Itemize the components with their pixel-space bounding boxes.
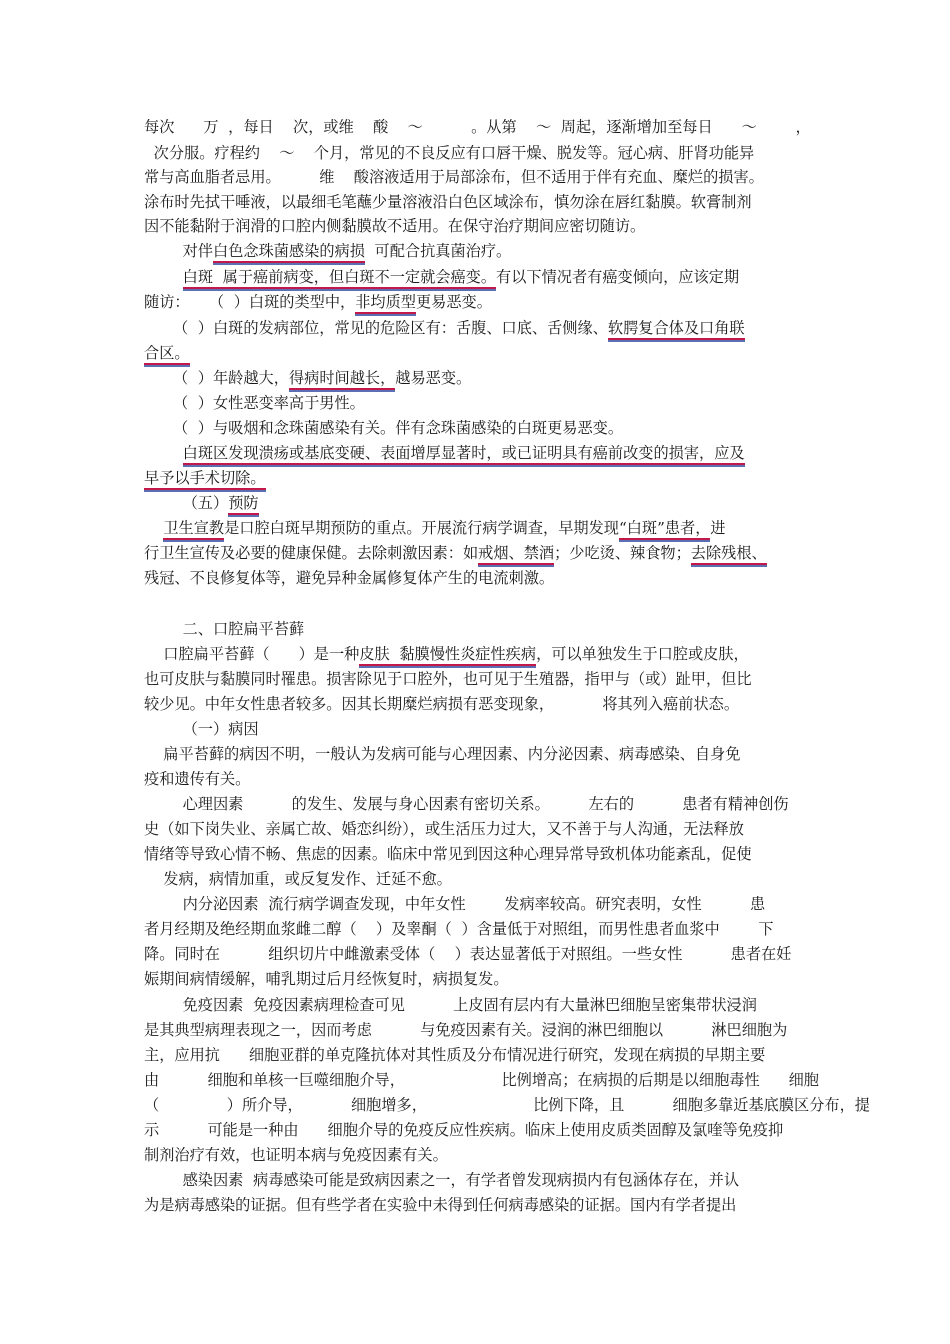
text-line — [144, 568, 554, 588]
line-text: 制剂治疗有效，也证明本病与免疫因素有关。 — [144, 1146, 448, 1164]
text-line — [144, 719, 259, 739]
text-line — [144, 241, 511, 261]
text-line — [144, 543, 767, 563]
line-text: 可配合抗真菌治疗。 — [364, 242, 512, 260]
text-line — [144, 368, 471, 388]
text-line — [144, 1070, 819, 1090]
line-text: 有以下情况者有癌变倾向，应该定期 — [496, 268, 740, 286]
text-line — [144, 644, 749, 664]
text-line — [144, 894, 765, 914]
line-text: 二、口腔扁平苔藓 — [144, 620, 305, 638]
line-text: 是其典型病理表现之一，因而考虑 与免疫因素有关。浸润的淋巴细胞以 淋巴细胞为 — [144, 1021, 788, 1039]
underlined-text: 非均质型 — [355, 293, 416, 314]
line-text: 娠期间病情缓解，哺乳期过后月经恢复时，病损复发。 — [144, 970, 509, 988]
underlined-text: 皮肤 黏膜慢性炎症性疾病 — [359, 645, 536, 666]
underlined-text: 白斑 属于癌前病变，但白斑不一定就会癌变。 — [183, 268, 496, 289]
text-line — [144, 1020, 787, 1040]
line-text — [144, 519, 163, 537]
line-text: ；少吃烫、辣食物； — [554, 544, 691, 562]
text-line — [144, 669, 752, 689]
text-line — [144, 844, 752, 864]
line-text: 扁平苔藓的病因不明，一般认为发病可能与心理因素、内分泌因素、病毒感染、自身免 — [144, 745, 741, 763]
line-text: 每次 万 ，每日 次，或维 酸 ～ 。从第 ～ 周起，逐渐增加至每日 ～ ， — [144, 118, 811, 136]
line-text: 主，应用抗 细胞亚群的单克隆抗体对其性质及分布情况进行研究，发现在病损的早期主要 — [144, 1046, 766, 1064]
underlined-text: 得病时间越长， — [289, 369, 395, 390]
line-text — [144, 444, 183, 462]
underlined-text: 白斑区发现溃疡或基底变硬、表面增厚显著时，或已证明具有癌前改变的损害，应及 — [183, 444, 745, 465]
underlined-text: 戒烟、禁酒 — [478, 544, 554, 565]
underlined-text: 白色念珠菌感染的病损 — [213, 242, 365, 263]
text-line — [144, 619, 304, 639]
text-line — [144, 318, 745, 338]
text-line — [144, 1095, 870, 1115]
line-text: 随访： （ ）白斑的类型中， — [144, 293, 356, 311]
text-line — [144, 1195, 736, 1215]
text-line — [144, 944, 791, 964]
text-line — [144, 744, 740, 764]
text-line — [144, 468, 266, 488]
line-text: 口腔扁平苔藓（ ）是一种 — [144, 645, 360, 663]
line-text: 由 细胞和单核一巨噬细胞介导， 比例增高；在病损的后期是以细胞毒性 细胞 — [144, 1071, 819, 1089]
text-line — [144, 418, 623, 438]
line-text: （ ）所介导， 细胞增多， 比例下降，且 细胞多靠近基底膜区分布，提 — [144, 1096, 870, 1114]
line-text: 涂布时先拭干唾液，以最细毛笔蘸少量溶液沿白色区域涂布，慎勿涂在唇红黏膜。软膏制剂 — [144, 193, 752, 211]
underlined-text: 预防 — [228, 494, 258, 515]
line-text: 情绪等导致心情不畅、焦虑的因素。临床中常见到因这种心理异常导致机体功能紊乱，促使 — [144, 845, 752, 863]
line-text: （一）病因 — [144, 720, 259, 738]
line-text: 示 可能是一种由 细胞介导的免疫反应性疾病。临床上使用皮质类固醇及氯喹等免疫抑 — [144, 1121, 784, 1139]
line-text: 较少见。中年女性患者较多。因其长期糜烂病损有恶变现象， 将其列入癌前状态。 — [144, 695, 740, 713]
text-line — [144, 794, 789, 814]
line-text: 因不能黏附于润滑的口腔内侧黏膜故不适用。在保守治疗期间应密切随访。 — [144, 217, 646, 235]
line-text: 者月经期及绝经期血浆雌二醇（ ）及睾酮（ ）含量低于对照组，而男性患者血浆中 下 — [144, 920, 774, 938]
line-text: 内分泌因素 流行病学调查发现，中年女性 发病率较高。研究表明，女性 患 — [144, 895, 766, 913]
line-text: 降。同时在 组织切片中雌激素受体（ ）表达显著低于对照组。一些女性 患者在妊 — [144, 945, 792, 963]
text-line — [144, 393, 365, 413]
underlined-text: “白斑”患者， — [619, 519, 710, 540]
text-line — [144, 167, 764, 187]
line-text: 行卫生宣传及必要的健康保健。去除刺激因素：如 — [144, 544, 479, 562]
text-line — [144, 769, 250, 789]
text-line — [144, 869, 452, 889]
line-text: 次分服。疗程约 ～ 个月，常见的不良反应有口唇干燥、脱发等。冠心病、肝肾功能异 — [144, 144, 755, 162]
text-line — [144, 216, 645, 236]
text-line — [144, 443, 745, 463]
line-text: 感染因素 病毒感染可能是致病因素之一，有学者曾发现病损内有包涵体存在，并认 — [144, 1171, 740, 1189]
text-line — [144, 292, 492, 312]
line-text: 也可皮肤与黏膜同时罹患。损害除见于口腔外，也可见于生殖器，指甲与（或）趾甲，但比 — [144, 670, 752, 688]
line-text: 是口腔白斑早期预防的重点。开展流行病学调查，早期发现 — [224, 519, 619, 537]
text-line — [144, 919, 774, 939]
line-text: （五） — [144, 494, 229, 512]
line-text: ，可以单独发生于口腔或皮肤， — [536, 645, 749, 663]
underlined-text: 合区。 — [144, 344, 190, 365]
text-line — [144, 969, 509, 989]
line-text: （ ）与吸烟和念珠菌感染有关。伴有念珠菌感染的白斑更易恶变。 — [144, 419, 624, 437]
line-text: 越易恶变。 — [395, 369, 472, 387]
line-text: 史（如下岗失业、亲属亡故、婚恋纠纷），或生活压力过大，又不善于与人沟通，无法释放 — [144, 820, 744, 838]
text-line — [144, 267, 739, 287]
line-text: 免疫因素 免疫因素病理检查可见 上皮固有层内有大量淋巴细胞呈密集带状浸润 — [144, 996, 757, 1014]
underlined-text: 去除残根、 — [691, 544, 767, 565]
text-line — [144, 343, 190, 363]
line-text: 疫和遗传有关。 — [144, 770, 251, 788]
line-text: （ ）年龄越大， — [144, 369, 289, 387]
text-line — [144, 819, 744, 839]
line-text — [144, 268, 183, 286]
line-text: 更易恶变。 — [415, 293, 492, 311]
line-text: 对伴 — [144, 242, 213, 260]
line-text: 残冠、不良修复体等，避免异种金属修复体产生的电流刺激。 — [144, 569, 555, 587]
line-text: 心理因素 的发生、发展与身心因素有密切关系。 左右的 患者有精神创伤 — [144, 795, 789, 813]
text-line — [144, 192, 752, 212]
line-text: 常与高血脂者忌用。 维 酸溶液适用于局部涂布，但不适用于伴有充血、糜烂的损害。 — [144, 168, 764, 186]
underlined-text: 软腭复合体及口角联 — [608, 319, 745, 340]
text-line — [144, 117, 811, 137]
text-line — [144, 1120, 783, 1140]
text-line — [144, 1145, 448, 1165]
line-text: （ ）女性恶变率高于男性。 — [144, 394, 365, 412]
text-line — [144, 1170, 739, 1190]
underlined-text: 卫生宣教 — [163, 519, 224, 540]
line-text: 为是病毒感染的证据。但有些学者在实验中未得到任何病毒感染的证据。国内有学者提出 — [144, 1196, 737, 1214]
text-line — [144, 143, 754, 163]
text-line — [144, 995, 757, 1015]
text-line — [144, 493, 259, 513]
text-line — [144, 1045, 765, 1065]
line-text: 进 — [710, 519, 726, 537]
underlined-text: 早予以手术切除。 — [144, 469, 266, 490]
text-line — [144, 694, 739, 714]
text-line — [144, 518, 726, 538]
line-text: （ ）白斑的发病部位，常见的危险区有：舌腹、口底、舌侧缘、 — [144, 319, 608, 337]
line-text: 发病，病情加重，或反复发作、迁延不愈。 — [144, 870, 452, 888]
